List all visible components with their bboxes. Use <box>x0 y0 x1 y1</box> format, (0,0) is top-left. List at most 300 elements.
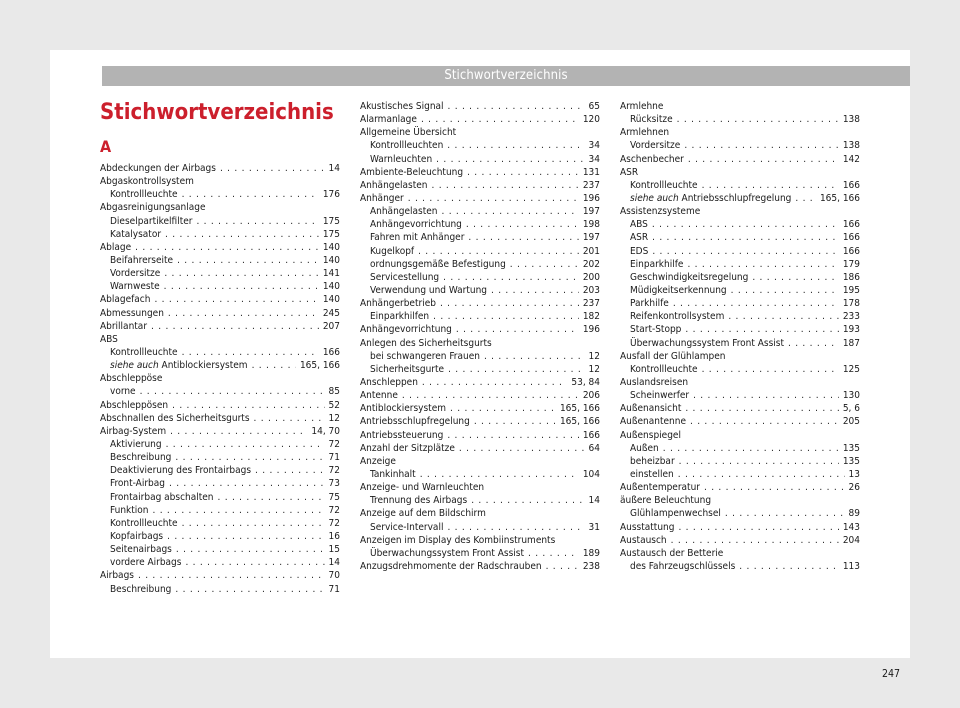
index-term-text: Ablage <box>100 241 132 253</box>
index-entry <box>620 139 860 152</box>
index-term <box>630 468 674 481</box>
index-page-ref: 143 <box>842 521 860 533</box>
dot-leader <box>731 284 839 297</box>
index-term-text: Dieselpartikelfilter <box>110 215 193 227</box>
index-term-text: Trennung des Airbags <box>370 495 468 507</box>
index-entry <box>360 153 600 166</box>
index-term-text: Glühlampenwechsel <box>630 508 721 520</box>
index-term <box>630 113 673 126</box>
index-term <box>620 521 674 534</box>
index-term-text: Funktion <box>110 504 149 516</box>
index-term-text: Kontrollleuchte <box>630 363 698 375</box>
page-header: Stichwortverzeichnis <box>102 66 910 86</box>
dot-leader <box>652 245 839 258</box>
index-term-text: Geschwindigkeitsregelung <box>630 271 749 283</box>
index-entry <box>360 271 600 284</box>
dot-leader <box>182 346 319 359</box>
index-page-ref: 138 <box>842 114 860 126</box>
dot-leader <box>220 162 325 175</box>
index-term-text: Kugelkopf <box>370 245 415 257</box>
dot-leader <box>725 507 845 520</box>
index-term <box>370 153 432 166</box>
dot-leader <box>687 258 838 271</box>
index-term-text: Warnleuchten <box>370 153 433 165</box>
dot-leader <box>165 228 319 241</box>
index-term <box>360 179 428 192</box>
index-term-text: bei schwangeren Frauen <box>370 350 480 362</box>
index-entry <box>620 205 860 218</box>
index-page-ref: 203 <box>582 284 600 296</box>
index-term-text: Austausch <box>620 534 667 546</box>
index-term-text: Ablagefach <box>100 294 151 306</box>
index-term <box>110 346 178 359</box>
index-term <box>110 504 148 517</box>
index-term-text: ASR <box>620 166 639 178</box>
index-page-ref: 141 <box>322 268 340 280</box>
index-term <box>110 188 178 201</box>
index-term <box>620 494 711 507</box>
index-term <box>630 245 648 258</box>
index-entry <box>620 376 860 389</box>
dot-leader <box>436 153 584 166</box>
index-entry <box>100 491 340 504</box>
dot-leader <box>704 481 845 494</box>
index-column-2 <box>360 100 600 573</box>
index-term-text: Abgasreinigungsanlage <box>100 202 206 214</box>
index-page-ref: 34 <box>588 140 600 152</box>
index-entry <box>620 389 860 402</box>
index-term <box>620 376 688 389</box>
index-term <box>370 258 506 271</box>
index-entry <box>360 468 600 481</box>
index-term-text: Überwachungssystem Front Assist <box>370 547 524 559</box>
index-term-text: Austausch der Betterie <box>620 547 724 559</box>
index-page-ref: 14, 70 <box>311 425 340 437</box>
dot-leader <box>252 359 296 372</box>
index-entry <box>100 188 340 201</box>
dot-leader <box>459 442 585 455</box>
dot-leader <box>443 271 579 284</box>
index-term-text: ABS <box>100 333 118 345</box>
index-term <box>110 477 165 490</box>
index-page-ref: 178 <box>842 298 860 310</box>
index-entry <box>100 385 340 398</box>
index-term <box>620 100 663 113</box>
index-page-ref: 120 <box>582 114 600 126</box>
index-entry <box>360 494 600 507</box>
index-entry <box>360 507 600 520</box>
index-entry <box>620 126 860 139</box>
index-page-ref: 138 <box>842 140 860 152</box>
index-term-text: Kontrollleuchte <box>110 517 178 529</box>
index-term-text: EDS <box>630 245 649 257</box>
index-term <box>360 297 436 310</box>
index-term <box>110 491 214 504</box>
dot-leader <box>151 320 319 333</box>
index-page-ref: 165, 166 <box>559 416 600 428</box>
index-entry <box>360 231 600 244</box>
index-page-ref: 12 <box>588 363 600 375</box>
index-entry <box>100 583 340 596</box>
index-term-text: des Fahrzeugschlüssels <box>630 560 736 572</box>
index-entry <box>360 442 600 455</box>
index-entry <box>360 126 600 139</box>
index-page-ref: 75 <box>328 491 340 503</box>
index-entry <box>620 192 860 205</box>
index-entry <box>360 205 600 218</box>
page-number: 247 <box>882 668 901 680</box>
index-page-ref: 193 <box>842 324 860 336</box>
index-page-ref: 187 <box>842 337 860 349</box>
index-term-text: Kontrollleuchte <box>630 179 698 191</box>
index-term-text: Außenansicht <box>620 403 682 415</box>
index-entry <box>100 556 340 569</box>
index-term-text: Service-Intervall <box>370 521 444 533</box>
index-entry <box>100 333 340 346</box>
index-term <box>370 310 429 323</box>
index-page-ref: 195 <box>842 284 860 296</box>
index-term <box>110 583 171 596</box>
index-term <box>630 560 735 573</box>
index-term <box>360 534 555 547</box>
dot-leader <box>693 389 839 402</box>
index-term <box>360 376 418 389</box>
dot-leader <box>254 412 325 425</box>
index-term-text: Anhänger <box>360 192 404 204</box>
index-term-text: beheizbar <box>630 455 675 467</box>
index-entry <box>100 504 340 517</box>
index-page-ref: 71 <box>328 452 340 464</box>
index-term-text: Anhängevorrichtung <box>370 219 462 231</box>
index-page-ref: 12 <box>328 412 340 424</box>
index-term-text: Anhängevorrichtung <box>360 324 452 336</box>
index-page-ref: 205 <box>842 416 860 428</box>
index-entry <box>360 310 600 323</box>
dot-leader <box>448 100 585 113</box>
dot-leader <box>196 215 318 228</box>
index-term <box>100 333 118 346</box>
index-term <box>630 442 659 455</box>
index-term <box>360 126 456 139</box>
dot-leader <box>663 442 839 455</box>
dot-leader <box>677 113 839 126</box>
dot-leader <box>175 583 324 596</box>
index-term-text: Ambiente-Beleuchtung <box>360 166 464 178</box>
index-entry <box>620 231 860 244</box>
index-entry <box>360 337 600 350</box>
index-page-ref: 166 <box>842 179 860 191</box>
dot-leader <box>182 188 319 201</box>
index-term-text: Assistenzsysteme <box>620 206 701 218</box>
index-term <box>100 241 131 254</box>
dot-leader <box>684 139 839 152</box>
index-term <box>110 228 161 241</box>
index-term-text: Einparkhilfe <box>630 258 684 270</box>
index-entry <box>360 192 600 205</box>
index-entry <box>620 560 860 573</box>
index-term <box>620 402 681 415</box>
dot-leader <box>448 363 584 376</box>
index-term-text: Müdigkeitserkennung <box>630 284 727 296</box>
index-term-text: Verwendung und Wartung <box>370 284 487 296</box>
index-term-text: Ausfall der Glühlampen <box>620 350 726 362</box>
index-term <box>620 481 700 494</box>
index-term-text: äußere Beleuchtung <box>620 495 712 507</box>
index-term <box>110 215 192 228</box>
index-page-ref: 70 <box>328 570 340 582</box>
index-term <box>110 385 136 398</box>
index-column-3 <box>620 100 860 573</box>
dot-leader <box>728 310 838 323</box>
index-page-ref: 166 <box>842 245 860 257</box>
index-entry <box>360 389 600 402</box>
index-page-ref: 72 <box>328 504 340 516</box>
index-term-text: Akustisches Signal <box>360 101 444 112</box>
index-term <box>360 415 470 428</box>
index-term <box>370 218 462 231</box>
index-term <box>630 139 680 152</box>
index-entry <box>620 429 860 442</box>
index-term-text: Seitenairbags <box>110 544 172 556</box>
index-entry <box>100 175 340 188</box>
index-term <box>630 310 724 323</box>
index-term-text: Beschreibung <box>110 452 172 464</box>
index-page-ref: 189 <box>582 547 600 559</box>
index-term-text: Anzeige <box>360 455 396 467</box>
index-term <box>100 320 147 333</box>
index-term <box>370 284 487 297</box>
index-entry <box>360 402 600 415</box>
index-page-ref: 197 <box>582 206 600 218</box>
index-term-text: Armlehne <box>620 101 664 112</box>
index-page-ref: 12 <box>588 350 600 362</box>
dot-leader <box>688 153 839 166</box>
index-entry <box>620 547 860 560</box>
index-page-ref: 196 <box>582 192 600 204</box>
index-page-ref: 31 <box>588 521 600 533</box>
index-entry <box>360 218 600 231</box>
index-page-ref: 233 <box>842 311 860 323</box>
index-entry <box>620 337 860 350</box>
index-entry <box>100 569 340 582</box>
dot-leader <box>177 254 319 267</box>
index-term-text: Deaktivierung des Frontairbags <box>110 465 252 477</box>
see-also-prefix: siehe auch <box>630 192 679 204</box>
index-term-text: vordere Airbags <box>110 557 182 569</box>
index-term <box>110 556 181 569</box>
index-term-text: Anzeigen im Display des Kombiinstruments <box>360 534 556 546</box>
index-entry <box>100 280 340 293</box>
index-term <box>360 337 492 350</box>
index-entry <box>100 543 340 556</box>
index-page-ref: 202 <box>582 258 600 270</box>
dot-leader <box>466 218 579 231</box>
index-term-text: Front-Airbag <box>110 478 165 490</box>
dot-leader <box>546 560 579 573</box>
index-term-text: Anhängelasten <box>360 179 428 191</box>
index-term <box>110 359 248 372</box>
index-term-text: Katalysator <box>110 228 162 240</box>
index-page-ref: 16 <box>328 530 340 542</box>
index-term-text: Aktivierung <box>110 438 162 450</box>
dot-leader <box>678 521 838 534</box>
index-page-ref: 71 <box>328 583 340 595</box>
index-entry <box>100 241 340 254</box>
dot-leader <box>408 192 579 205</box>
index-entry <box>360 481 600 494</box>
index-term-text: vorne <box>110 386 136 398</box>
index-page-ref: 113 <box>842 560 860 572</box>
index-term-text: Vordersitze <box>110 268 161 280</box>
index-term <box>110 438 162 451</box>
index-entry <box>620 166 860 179</box>
index-term <box>110 543 172 556</box>
dot-leader <box>164 267 319 280</box>
index-entry <box>100 254 340 267</box>
index-term-text: Abschleppöse <box>100 373 163 385</box>
index-term <box>360 192 404 205</box>
index-page-ref: 140 <box>322 294 340 306</box>
index-entry <box>100 399 340 412</box>
index-term-text: Kopfairbags <box>110 530 164 542</box>
dot-leader <box>652 231 839 244</box>
index-entry <box>360 245 600 258</box>
index-term <box>360 166 463 179</box>
index-entry <box>620 258 860 271</box>
index-term <box>360 402 446 415</box>
index-term <box>370 231 464 244</box>
index-term-text: Antiblockiersystem <box>360 403 447 415</box>
index-term <box>100 307 164 320</box>
index-term <box>370 205 438 218</box>
index-page-ref: 165, 166 <box>819 192 860 204</box>
index-term <box>630 363 698 376</box>
index-term-text: Außen <box>630 442 659 454</box>
index-term <box>620 534 667 547</box>
index-term-text: Armlehnen <box>620 127 670 139</box>
index-term <box>370 350 480 363</box>
index-term-text: Frontairbag abschalten <box>110 491 214 503</box>
index-term <box>100 399 168 412</box>
dot-leader <box>739 560 839 573</box>
index-term <box>360 507 486 520</box>
index-entry <box>100 477 340 490</box>
dot-leader <box>795 192 816 205</box>
see-also-prefix: siehe auch <box>110 360 159 372</box>
index-term <box>110 464 251 477</box>
dot-leader <box>167 530 324 543</box>
index-page-ref: 135 <box>842 455 860 467</box>
dot-leader <box>788 337 839 350</box>
index-term <box>360 429 443 442</box>
index-entry <box>620 245 860 258</box>
dot-leader <box>685 323 838 336</box>
index-entry <box>620 350 860 363</box>
index-entry <box>100 215 340 228</box>
index-term-text: einstellen <box>630 468 674 480</box>
index-term-text: Auslandsreisen <box>620 376 689 388</box>
index-page-ref: 245 <box>322 307 340 319</box>
index-term <box>620 166 638 179</box>
index-entry <box>620 415 860 428</box>
index-entry <box>620 442 860 455</box>
dot-leader <box>172 399 324 412</box>
index-term <box>620 547 723 560</box>
index-term-text: Kontrollleuchte <box>110 189 178 201</box>
index-page-ref: 64 <box>588 442 600 454</box>
index-term <box>620 126 669 139</box>
index-entry <box>100 530 340 543</box>
index-page-ref: 14 <box>328 163 340 174</box>
index-page-ref: 165, 166 <box>559 403 600 415</box>
index-term <box>360 455 396 468</box>
index-entry <box>100 346 340 359</box>
index-page-ref: 13 <box>848 468 860 480</box>
index-term <box>100 175 194 188</box>
index-term-text: Anschleppen <box>360 376 418 388</box>
index-term <box>110 530 163 543</box>
dot-leader <box>471 494 584 507</box>
index-term-text: Antriebsschlupfregelung <box>681 192 792 204</box>
dot-leader <box>255 464 325 477</box>
dot-leader <box>450 402 556 415</box>
index-page-ref: 72 <box>328 517 340 529</box>
index-term-text: Abgaskontrollsystem <box>100 176 194 188</box>
index-page-ref: 72 <box>328 465 340 477</box>
index-term-text: Anzeige auf dem Bildschirm <box>360 508 486 520</box>
index-term-text: Anlegen des Sicherheitsgurts <box>360 337 492 349</box>
index-term-text: Abmessungen <box>100 307 164 319</box>
index-entry <box>100 320 340 333</box>
dot-leader <box>528 547 579 560</box>
index-term-text: Beifahrerseite <box>110 254 174 266</box>
index-page-ref: 204 <box>842 534 860 546</box>
dot-leader <box>690 415 839 428</box>
index-term <box>370 468 416 481</box>
index-term-text: Einparkhilfen <box>370 311 430 323</box>
index-term <box>360 100 444 113</box>
dot-leader <box>140 385 325 398</box>
index-page-ref: 85 <box>328 386 340 398</box>
index-term-text: Airbags <box>100 570 134 582</box>
index-term <box>110 280 160 293</box>
dot-leader <box>702 363 839 376</box>
index-entry <box>100 359 340 372</box>
index-term-text: Fahren mit Anhänger <box>370 232 465 244</box>
index-entry <box>620 218 860 231</box>
index-term-text: Anhängelasten <box>370 206 438 218</box>
index-term-text: Kontrollleuchten <box>370 140 444 152</box>
index-term-text: Anzeige- und Warnleuchten <box>360 482 485 494</box>
dot-leader <box>164 280 319 293</box>
dot-leader <box>752 271 839 284</box>
dot-leader <box>678 468 845 481</box>
index-page-ref: 166 <box>842 232 860 244</box>
dot-leader <box>491 284 579 297</box>
index-page-ref: 131 <box>582 166 600 178</box>
index-term <box>630 231 648 244</box>
index-term <box>110 451 171 464</box>
index-term <box>100 425 166 438</box>
index-page-ref: 142 <box>842 153 860 165</box>
index-entry <box>620 297 860 310</box>
index-entry <box>360 139 600 152</box>
index-term <box>620 350 726 363</box>
index-term-text: ABS <box>630 219 648 231</box>
index-page-ref: 198 <box>582 219 600 231</box>
index-entry <box>360 521 600 534</box>
index-entry <box>100 162 340 175</box>
